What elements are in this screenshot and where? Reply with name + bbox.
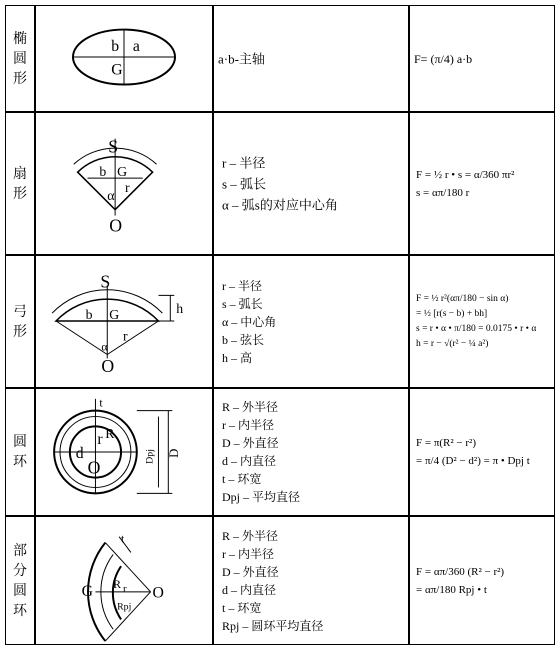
formula-line: F = απ/360 (R² − r²) — [416, 565, 505, 578]
partial-annulus-diagram — [36, 517, 212, 644]
formula-line: F= (π/4) a·b — [414, 51, 473, 66]
label-a: a — [132, 38, 140, 56]
definitions-cell — [213, 255, 409, 388]
definitions — [218, 48, 404, 69]
definition-line: r – 内半径 — [222, 418, 274, 432]
label-t: t — [121, 531, 125, 546]
label-G: G — [111, 61, 123, 79]
formula-cell — [409, 388, 555, 516]
ellipse-diagram-cell — [35, 5, 213, 112]
label-r: r — [123, 582, 127, 595]
segment-diagram — [36, 256, 212, 387]
definitions — [222, 527, 404, 635]
partial-annulus-diagram-cell — [35, 516, 213, 645]
formula-line: = ½ [r(s − b) + bh] — [416, 308, 488, 319]
formula-line: h = r − √(r² − ¼ a²) — [416, 338, 489, 349]
definition-line: a·b-主轴 — [218, 51, 265, 66]
definition-line: r – 半径 — [222, 278, 262, 293]
sector-diagram — [36, 113, 212, 254]
definition-line: b – 弦长 — [222, 332, 265, 347]
definition-line: R – 外半径 — [222, 400, 279, 414]
shape-name: 弓 形 — [13, 303, 27, 340]
label-S: S — [108, 136, 119, 157]
radius-right — [107, 321, 158, 354]
definitions-cell — [213, 112, 409, 255]
edge-top — [105, 543, 150, 592]
shape-name-cell — [5, 112, 35, 255]
label-R: R — [113, 576, 122, 591]
formula-line: = απ/180 Rpj • t — [416, 583, 487, 596]
label-O: O — [152, 584, 164, 602]
definition-line: α – 中心角 — [222, 314, 277, 329]
label-Rpj: Rpj — [117, 601, 132, 613]
formula-cell — [409, 255, 555, 388]
definitions — [222, 277, 404, 367]
formula-line: = π/4 (D² − d²) = π • Dpj t — [416, 455, 530, 467]
formula-cell — [409, 112, 555, 255]
radius-left — [56, 321, 107, 354]
table-row-annulus — [0, 388, 560, 516]
formula — [416, 563, 552, 599]
definitions — [222, 398, 404, 506]
annulus-diagram — [36, 389, 212, 515]
definitions-cell — [213, 516, 409, 645]
definition-line: h – 高 — [222, 350, 253, 365]
shape-name-cell — [5, 5, 35, 112]
formula — [414, 50, 552, 68]
label-r: r — [124, 179, 130, 195]
edge-bottom — [105, 592, 150, 641]
label-S: S — [100, 271, 111, 292]
label-h: h — [176, 301, 184, 317]
definition-line: α – 弧s的对应中心角 — [222, 197, 338, 212]
definitions-cell — [213, 5, 409, 112]
shape-name: 圆 环 — [13, 434, 27, 470]
formula — [416, 166, 552, 202]
label-R: R — [105, 426, 115, 442]
formula-cell — [409, 5, 555, 112]
annulus-diagram-cell — [35, 388, 213, 516]
table-row-ellipse — [0, 5, 560, 112]
label-Dpj: Dpj — [144, 449, 156, 464]
formula — [416, 434, 552, 470]
label-G: G — [109, 307, 120, 323]
label-r: r — [123, 328, 128, 344]
definition-line: t – 环宽 — [222, 600, 262, 615]
shape-name: 扇 形 — [13, 165, 27, 202]
label-b: b — [85, 307, 93, 323]
label-alpha: α — [107, 187, 115, 203]
shape-name: 椭 圆 形 — [13, 30, 27, 87]
shape-name-cell — [5, 516, 35, 645]
table-row-segment — [0, 255, 560, 388]
shape-name: 部 分 圆 环 — [13, 542, 27, 619]
definitions — [222, 152, 404, 215]
definition-line: R – 外半径 — [222, 528, 279, 543]
formula-line: F = π(R² − r²) — [416, 437, 477, 449]
formula — [416, 292, 552, 352]
label-b: b — [99, 164, 107, 180]
definition-line: d – 内直径 — [222, 454, 277, 468]
definition-line: D – 外直径 — [222, 436, 279, 450]
label-b: b — [111, 38, 120, 56]
label-d: d — [75, 444, 84, 462]
ellipse-diagram — [36, 6, 212, 111]
formula-cell — [409, 516, 555, 645]
label-O: O — [101, 356, 115, 377]
label-G: G — [117, 164, 128, 180]
table-row-sector — [0, 112, 560, 255]
label-O: O — [109, 215, 123, 236]
label-t: t — [99, 395, 103, 410]
definition-line: Dpj – 平均直径 — [222, 490, 301, 504]
definition-line: s – 弧长 — [222, 176, 267, 191]
definition-line: r – 半径 — [222, 155, 266, 170]
sector-diagram-cell — [35, 112, 213, 255]
shape-name-cell — [5, 255, 35, 388]
shape-name-cell — [5, 388, 35, 516]
formula-line: F = ½ r • s = α/360 πr² — [416, 168, 515, 181]
definition-line: Rpj – 圆环平均直径 — [222, 618, 324, 633]
segment-diagram-cell — [35, 255, 213, 388]
definition-line: r – 内半径 — [222, 546, 274, 561]
label-O: O — [87, 457, 101, 478]
definition-line: t – 环宽 — [222, 472, 262, 486]
definition-line: d – 内直径 — [222, 582, 277, 597]
definition-line: s – 弧长 — [222, 296, 263, 311]
formula-line: s = απ/180 r — [416, 186, 470, 199]
definition-line: D – 外直径 — [222, 564, 279, 579]
definitions-cell — [213, 388, 409, 516]
label-D: D — [167, 448, 182, 458]
formula-line: s = r • α • π/180 = 0.0175 • r • α — [416, 323, 537, 334]
label-G: G — [81, 582, 94, 600]
label-r: r — [97, 431, 103, 449]
label-alpha: α — [101, 339, 108, 354]
formula-line: F = ½ r²(απ/180 − sin α) — [416, 293, 509, 304]
table-row-partial-annulus — [0, 516, 560, 645]
